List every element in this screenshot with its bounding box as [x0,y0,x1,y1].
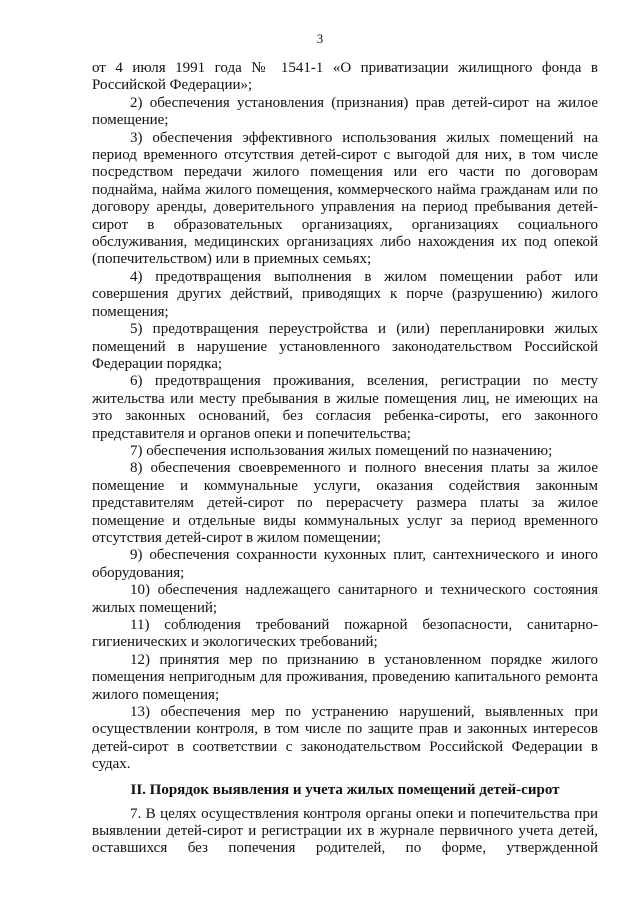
paragraph: 7) обеспечения использования жилых помещений по назначению; [130,442,553,459]
paragraph: 10) обеспечения надлежащего санитарного и технического состояния жилых помещений; [92,582,598,616]
paragraph: 2) обеспечения установления (признания) прав детей-сирот на жилое помещение; [92,94,598,129]
paragraph: 3) обеспечения эффективного использования жилых помещений на период временного отсутствия детей-сирот с выгодой для них, в том числе посредством передачи жилого помещения или его части по договорам поднайма, найма жилого помещения, коммерческого найма гражданам или по договору аренды, доверительного управления на период пребывания детей-сирот в образовательных организациях, организациях социального обслуживания, медицинских организациях либо нахождения их под опекой (попечительством) или в приемных семьях; [92,129,598,268]
paragraph-7: 7. В целях осуществления контроля органы опеки и попечительства при выявлении детей-сирот и регистрации их в журнале первичного учета детей, оставшихся без попечения родителей, по форме, утвержденной [92,805,598,857]
page-number: 3 [316,31,324,46]
section-heading: II. Порядок выявления и учета жилых помещений детей-сирот [130,781,560,798]
paragraph: 4) предотвращения выполнения в жилом помещении работ или совершения других действий, приводящих к порче (разрушению) жилого помещения; [92,268,598,320]
paragraph-list [92,60,598,774]
paragraph: 8) обеспечения своевременного и полного внесения платы за жилое помещение и коммунальные услуги, оказания содействия законным представителям детей-сирот по перерасчету размера платы за жилое помещение и отдельные виды коммунальных услуг за период временного отсутствия детей-сирот в жилом помещении; [92,460,598,546]
paragraph: 5) предотвращения переустройства и (или) перепланировки жилых помещений в нарушение установленного законодательством Российской Федерации порядка; [92,321,598,372]
paragraph: от 4 июля 1991 года № 1541-1 «О приватизации жилищного фонда в Российской Федерации»; [92,60,598,94]
paragraph: 11) соблюдения требований пожарной безопасности, санитарно-гигиенических и экологических требований; [92,617,598,651]
document-body [92,60,598,858]
paragraph: 9) обеспечения сохранности кухонных плит, сантехнического и иного оборудования; [92,547,598,581]
paragraph: 13) обеспечения мер по устранению нарушений, выявленных при осуществлении контроля, в том числе по защите прав и законных интересов детей-сирот в соответствии с законодательством Российской Федерации в судах. [92,704,598,773]
paragraph: 6) предотвращения проживания, вселения, регистрации по месту жительства или месту пребывания в жилые помещения лиц, не имеющих на это законных оснований, без согласия ребенка-сироты, его законного представителя и органов опеки и попечительства; [92,373,598,442]
paragraph: 12) принятия мер по признанию в установленном порядке жилого помещения непригодным для проживания, проведению капитального ремонта жилого помещения; [92,651,598,703]
